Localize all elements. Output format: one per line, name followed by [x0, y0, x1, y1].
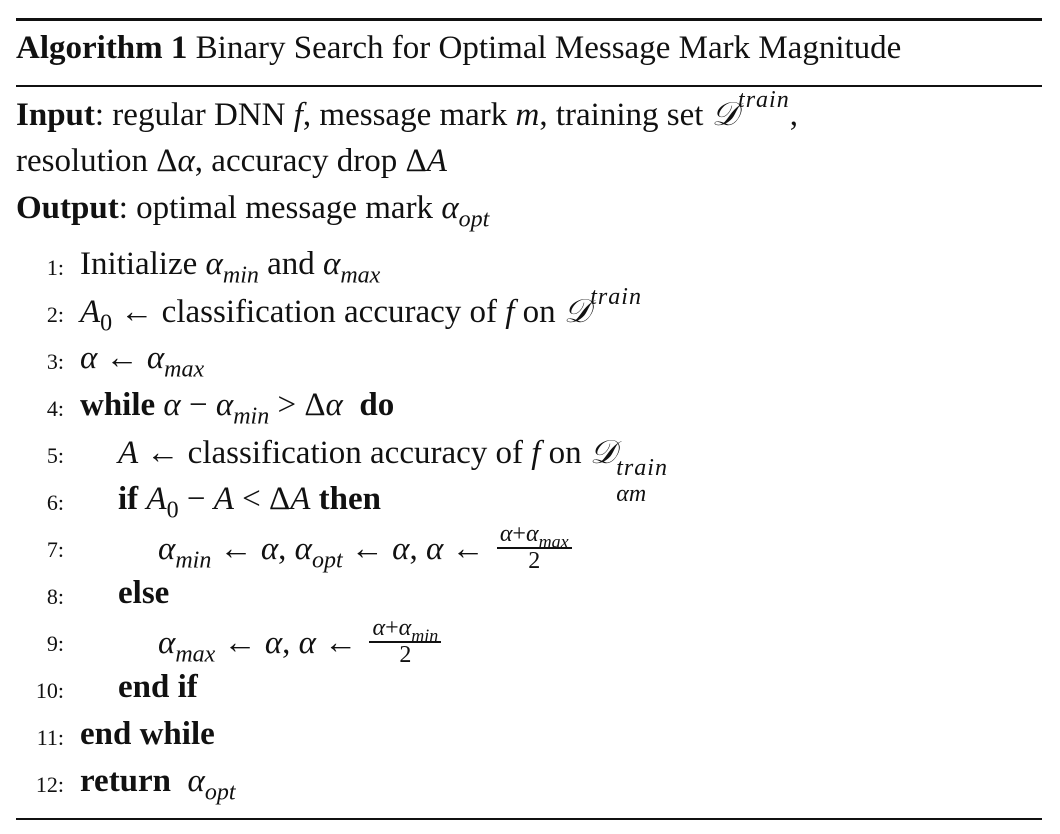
var-D: 𝒟 [563, 291, 591, 330]
keyword-end-while: end while [80, 716, 215, 752]
output-var-alpha: α [441, 190, 459, 226]
algorithm-line-6 [118, 479, 381, 524]
var-f: f [531, 435, 541, 471]
algorithm-line-7 [158, 521, 572, 577]
algorithm-line-12 [80, 761, 236, 806]
var-alpha: α [187, 763, 205, 799]
var-alpha: α [325, 387, 343, 423]
sup-train: train [590, 284, 642, 310]
line-number: 12: [35, 772, 64, 797]
algorithm-line-3 [80, 338, 205, 383]
keyword-else: else [118, 575, 170, 611]
keyword-then: then [318, 481, 381, 517]
var-alpha: α [298, 625, 316, 662]
var-alpha: α [398, 615, 412, 641]
output-label: Output [16, 190, 119, 226]
line-number: 4: [46, 396, 64, 421]
input-text: resolution Δ [16, 143, 178, 179]
algorithm-line-10 [118, 667, 198, 707]
algorithm-line-2 [80, 284, 642, 337]
line-text: ← classification accuracy of [112, 294, 506, 330]
line-text: Initialize [80, 246, 206, 282]
line-text: ← [342, 531, 393, 568]
sub-opt: opt [311, 547, 343, 574]
fraction [369, 616, 441, 667]
input-text: : regular DNN [94, 97, 294, 133]
var-A: A [118, 435, 139, 471]
line-text: ← classification accuracy of [138, 435, 532, 471]
keyword-if: if [118, 481, 139, 517]
sub-sup-stack [616, 455, 692, 507]
line-number: 9: [46, 631, 64, 656]
algorithm-line-8 [118, 573, 169, 613]
output-sub-opt: opt [458, 206, 490, 233]
var-alpha: α [163, 387, 181, 423]
plus-sign: + [512, 521, 526, 547]
keyword-do: do [359, 387, 395, 423]
var-A: A [80, 294, 101, 330]
line-number: 8: [46, 584, 64, 609]
line-text: > Δ [269, 387, 326, 423]
var-alpha: α [294, 531, 312, 568]
plus-sign: + [385, 615, 399, 641]
var-alpha: α [260, 531, 279, 568]
var-alpha: α [158, 531, 176, 568]
input-text: , accuracy drop Δ [194, 143, 427, 179]
line-number: 11: [36, 725, 64, 750]
fraction-numerator [497, 521, 572, 552]
sup-train: train [616, 455, 668, 481]
var-alpha: α [525, 521, 539, 547]
sub-min: min [411, 625, 439, 646]
var-alpha: α [158, 625, 176, 662]
sub-alpha-m: αm [616, 481, 647, 507]
algorithm-line-11 [80, 714, 215, 754]
var-A: A [290, 481, 311, 517]
sub-max: max [164, 356, 205, 383]
line-text: − [180, 387, 216, 423]
bottom-rule [16, 818, 1042, 820]
sub-min: min [222, 262, 259, 289]
algorithm-line-4 [80, 385, 395, 430]
line-text: , [278, 531, 295, 568]
algorithm-line-1 [80, 244, 381, 289]
input-var-A: A [426, 143, 447, 179]
var-alpha: α [205, 246, 223, 282]
line-number: 2: [46, 302, 64, 327]
line-number: 6: [46, 490, 64, 515]
caption-rule [16, 85, 1042, 87]
fraction [497, 522, 572, 573]
line-number: 10: [35, 678, 64, 703]
input-var-m: m [515, 97, 540, 133]
keyword-end-if: end if [118, 669, 198, 705]
algorithm-label: Algorithm 1 [16, 30, 188, 66]
sub-0: 0 [100, 310, 113, 337]
line-text: − [178, 481, 214, 517]
var-alpha: α [372, 615, 386, 641]
sub-max: max [175, 641, 216, 668]
line-number: 5: [46, 443, 64, 468]
var-A: A [213, 481, 234, 517]
line-text: on [514, 294, 564, 330]
line-text: on [540, 435, 590, 471]
algorithm-caption [16, 28, 1046, 68]
line-text: ← [97, 340, 147, 376]
var-f: f [505, 294, 515, 330]
keyword-while: while [80, 387, 156, 423]
var-alpha: α [264, 625, 283, 662]
line-text: ← [315, 625, 366, 662]
input-sup-train: train [738, 87, 790, 113]
var-alpha: α [499, 521, 513, 547]
line-number: 1: [46, 255, 64, 280]
var-alpha: α [323, 246, 341, 282]
sub-min: min [233, 403, 270, 430]
line-text: , [409, 531, 426, 568]
output-line [16, 188, 490, 233]
input-text: , message mark [302, 97, 516, 133]
sub-max: max [340, 262, 381, 289]
input-text: , [789, 97, 798, 133]
input-var-D: 𝒟 [711, 94, 739, 133]
fraction-denominator: 2 [528, 548, 541, 574]
line-text: ← [443, 531, 493, 568]
input-text: , training set [539, 97, 712, 133]
line-number: 3: [46, 349, 64, 374]
line-text: < Δ [233, 481, 291, 517]
algorithm-line-9 [158, 615, 441, 671]
input-label: Input [16, 97, 95, 133]
var-D: 𝒟 [589, 432, 617, 471]
var-alpha: α [425, 531, 444, 568]
line-text: , [282, 625, 299, 662]
top-rule [16, 18, 1042, 21]
line-text: and [258, 246, 324, 282]
input-var-alpha: α [177, 143, 195, 179]
var-alpha: α [80, 340, 98, 376]
algorithm-title: Binary Search for Optimal Message Mark Magnitude [195, 30, 902, 66]
input-line [16, 87, 798, 135]
sub-min: min [175, 547, 212, 574]
input-line-2 [16, 141, 447, 181]
fraction-numerator [369, 615, 441, 646]
line-text: ← [215, 625, 265, 662]
output-text: : optimal message mark [118, 190, 442, 226]
fraction-denominator: 2 [399, 642, 412, 668]
var-A: A [146, 481, 167, 517]
sub-max: max [538, 531, 569, 552]
line-text: ← [211, 531, 261, 568]
var-alpha: α [215, 387, 234, 423]
sub-0: 0 [166, 497, 179, 524]
var-alpha: α [392, 531, 410, 568]
keyword-return: return [80, 763, 172, 799]
sub-opt: opt [204, 779, 236, 806]
input-var-f: f [293, 97, 303, 133]
line-number: 7: [46, 537, 64, 562]
var-alpha: α [146, 340, 165, 376]
